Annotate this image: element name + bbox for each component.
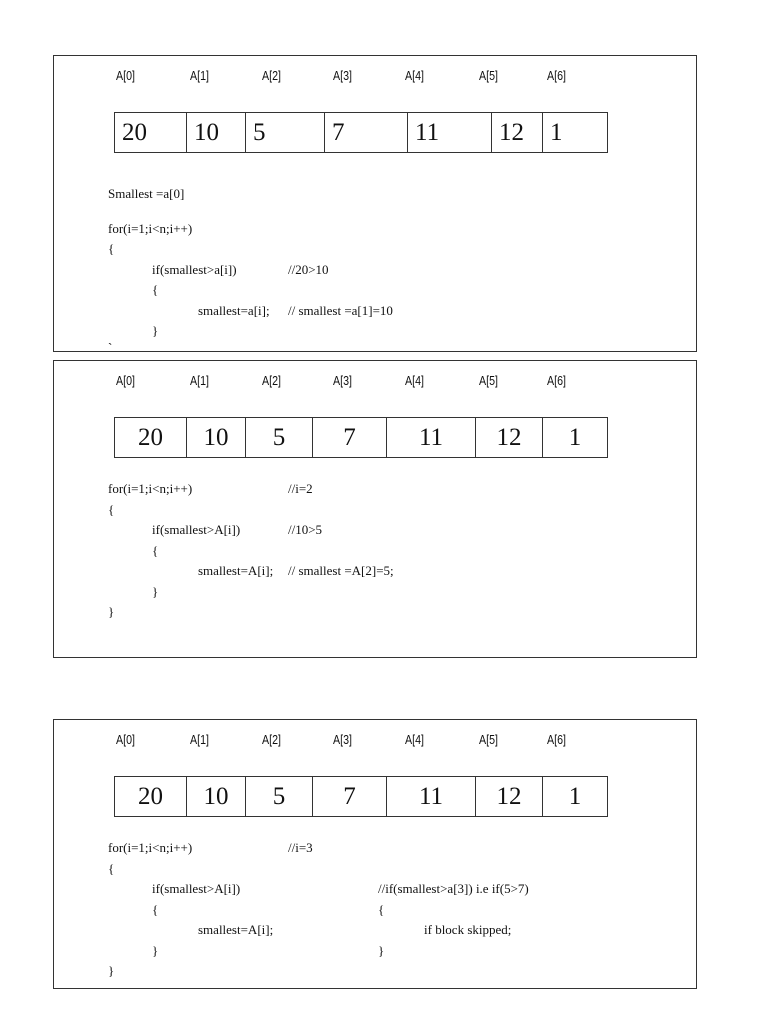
code-line: if(smallest>A[i]) <box>152 522 241 537</box>
index-labels <box>54 68 696 88</box>
code-line: smallest=A[i]; <box>198 563 274 578</box>
array-cell: 5 <box>246 777 313 816</box>
array-cell: 1 <box>550 119 563 146</box>
index-label: A[1] <box>190 732 209 747</box>
code-line: for(i=1;i<n;i++) <box>108 840 193 855</box>
index-label: A[2] <box>262 732 281 747</box>
array-cell: 12 <box>492 113 543 152</box>
array-cell: 10 <box>187 418 246 457</box>
index-label: A[0] <box>116 68 135 83</box>
array-cell: 7 <box>313 418 387 457</box>
index-label: A[3] <box>333 373 352 388</box>
array-row <box>114 776 608 817</box>
array-cell: 20 <box>115 113 187 152</box>
array-cell: 12 <box>476 418 543 457</box>
array-cell: 10 <box>187 113 246 152</box>
code-line: for(i=1;i<n;i++) <box>108 220 193 236</box>
array-cell: 20 <box>115 777 187 816</box>
code-line: smallest=A[i]; <box>198 922 274 937</box>
stray-mark: ` <box>108 340 113 352</box>
index-labels <box>54 732 696 752</box>
index-label: A[6] <box>547 373 566 388</box>
index-label: A[5] <box>479 68 498 83</box>
code-line: if(smallest>a[i]) <box>152 261 237 277</box>
index-label: A[4] <box>405 732 424 747</box>
code-comment: // smallest =a[1]=10 <box>288 302 393 318</box>
code-line: } <box>378 942 385 958</box>
index-label: A[3] <box>333 732 352 747</box>
trace-panel-2 <box>53 360 697 658</box>
code-line: } <box>108 604 115 619</box>
index-label: A[4] <box>405 373 424 388</box>
array-row <box>114 417 608 458</box>
array-row <box>114 112 608 153</box>
code-comment: //i=2 <box>288 481 313 496</box>
code-line: } <box>152 583 159 599</box>
trace-panel-1 <box>53 55 697 352</box>
code-line: { <box>152 901 159 917</box>
array-cell: 7 <box>325 113 408 152</box>
index-label: A[5] <box>479 373 498 388</box>
code-line: { <box>152 542 159 558</box>
array-cell: 5 <box>246 418 313 457</box>
code-comment: // smallest =A[2]=5; <box>288 563 394 578</box>
code-line: { <box>108 501 115 517</box>
index-labels <box>54 373 696 393</box>
array-cell: 11 <box>387 418 476 457</box>
code-line: Smallest =a[0] <box>108 186 185 201</box>
array-cell: 12 <box>476 777 543 816</box>
array-cell: 1 <box>568 783 582 810</box>
code-note: if block skipped; <box>424 922 512 937</box>
index-label: A[1] <box>190 68 209 83</box>
code-line: smallest=a[i]; <box>198 302 270 318</box>
trace-panel-3 <box>53 719 697 989</box>
index-label: A[3] <box>333 68 352 83</box>
index-label: A[5] <box>479 732 498 747</box>
index-label: A[2] <box>262 373 281 388</box>
code-line: } <box>108 963 115 978</box>
code-line: for(i=1;i<n;i++) <box>108 481 193 496</box>
code-line: } <box>152 942 159 958</box>
code-line: } <box>152 323 159 338</box>
array-cell: 10 <box>187 777 246 816</box>
array-cell: 7 <box>313 777 387 816</box>
index-label: A[4] <box>405 68 424 83</box>
code-comment: //20>10 <box>288 261 329 277</box>
array-cell: 11 <box>408 113 492 152</box>
index-label: A[2] <box>262 68 281 83</box>
array-cell: 1 <box>568 424 582 451</box>
index-label: A[6] <box>547 732 566 747</box>
index-label: A[0] <box>116 373 135 388</box>
code-line: { <box>108 860 115 876</box>
code-line: { <box>378 901 385 917</box>
code-line: if(smallest>A[i]) <box>152 881 241 896</box>
index-label: A[0] <box>116 732 135 747</box>
index-label: A[6] <box>547 68 566 83</box>
code-comment: //10>5 <box>288 522 323 537</box>
code-comment: //i=3 <box>288 840 313 855</box>
code-comment: //if(smallest>a[3]) i.e if(5>7) <box>378 881 529 896</box>
code-line: { <box>152 282 159 297</box>
array-cell: 11 <box>387 777 476 816</box>
array-cell: 5 <box>246 113 325 152</box>
index-label: A[1] <box>190 373 209 388</box>
array-cell: 20 <box>115 418 187 457</box>
code-line: { <box>108 241 115 256</box>
